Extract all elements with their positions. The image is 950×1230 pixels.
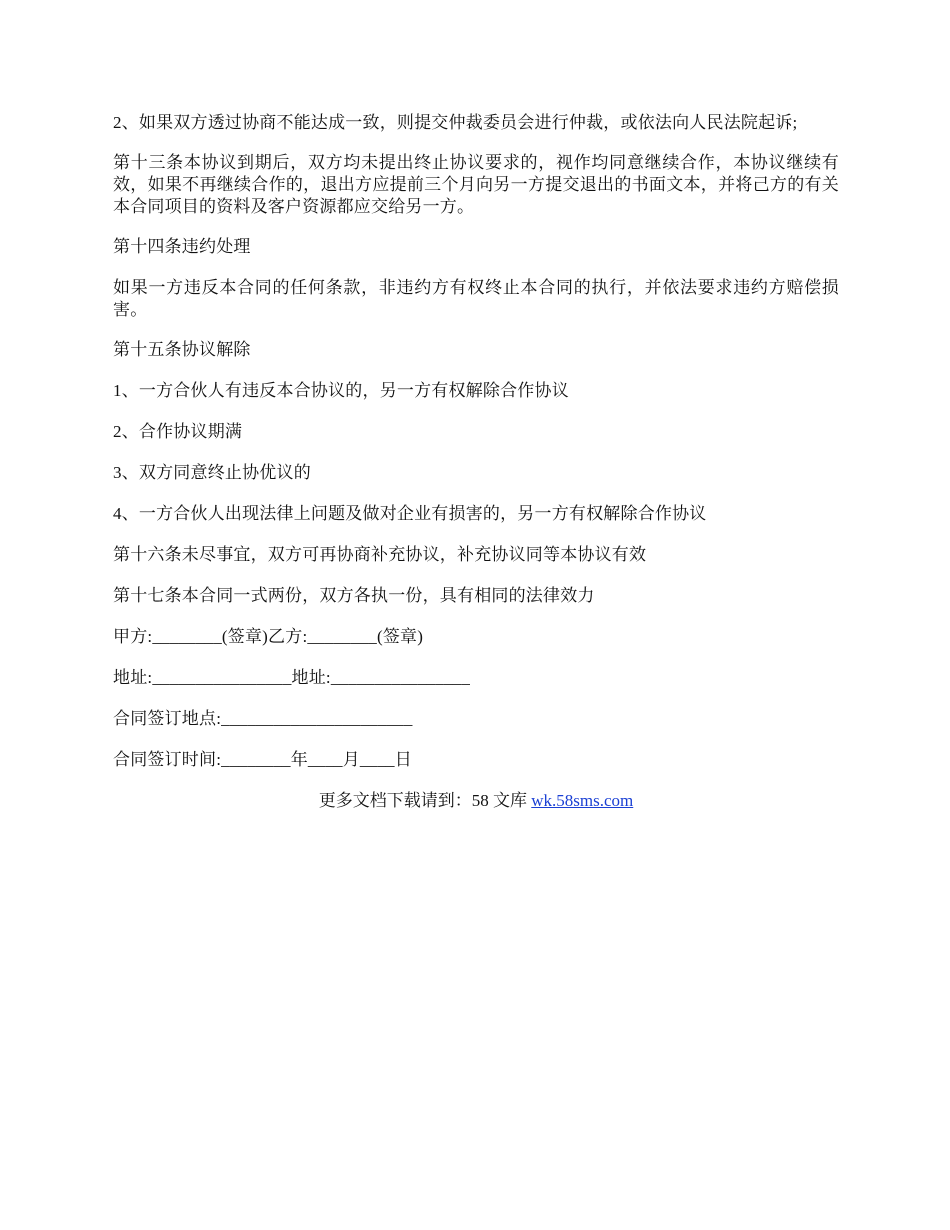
download-footer bbox=[113, 790, 839, 812]
signature-line-date: 合同签订时间:________年____月____日 bbox=[113, 750, 412, 769]
termination-item-3: 3、双方同意终止协优议的 bbox=[113, 463, 311, 482]
signature-line-parties: 甲方:________(签章)乙方:________(签章) bbox=[113, 627, 424, 646]
termination-item-4: 4、一方合伙人出现法律上问题及做对企业有损害的，另一方有权解除合作协议 bbox=[113, 504, 707, 523]
document-body bbox=[113, 112, 839, 812]
paragraph-dispute-clause-2: 2、如果双方透过协商不能达成一致，则提交仲裁委员会进行仲裁，或依法向人民法院起诉; bbox=[113, 113, 798, 132]
footer-link[interactable]: wk.58sms.com bbox=[531, 791, 634, 810]
heading-article-15: 第十五条协议解除 bbox=[113, 340, 251, 359]
paragraph-article-16: 第十六条未尽事宜，双方可再协商补充协议，补充协议同等本协议有效 bbox=[113, 545, 647, 564]
termination-item-2: 2、合作协议期满 bbox=[113, 422, 243, 441]
signature-line-address: 地址:________________地址:________________ bbox=[113, 668, 471, 687]
heading-article-14: 第十四条违约处理 bbox=[113, 237, 251, 256]
paragraph-article-13: 第十三条本协议到期后，双方均未提出终止协议要求的，视作均同意继续合作，本协议继续有效，如果不再继续合作的，退出方应提前三个月向另一方提交退出的书面文本，并将己方的有关本合同项目的资料及客户资源都应交给另一方。 bbox=[113, 153, 839, 216]
footer-text: 更多文档下载请到：58 文库 bbox=[318, 791, 532, 810]
signature-line-location: 合同签订地点:______________________ bbox=[113, 709, 413, 728]
termination-item-1: 1、一方合伙人有违反本合协议的，另一方有权解除合作协议 bbox=[113, 381, 569, 400]
paragraph-article-17: 第十七条本合同一式两份，双方各执一份，具有相同的法律效力 bbox=[113, 586, 595, 605]
paragraph-breach-handling: 如果一方违反本合同的任何条款，非违约方有权终止本合同的执行，并依法要求违约方赔偿损害。 bbox=[113, 278, 839, 319]
